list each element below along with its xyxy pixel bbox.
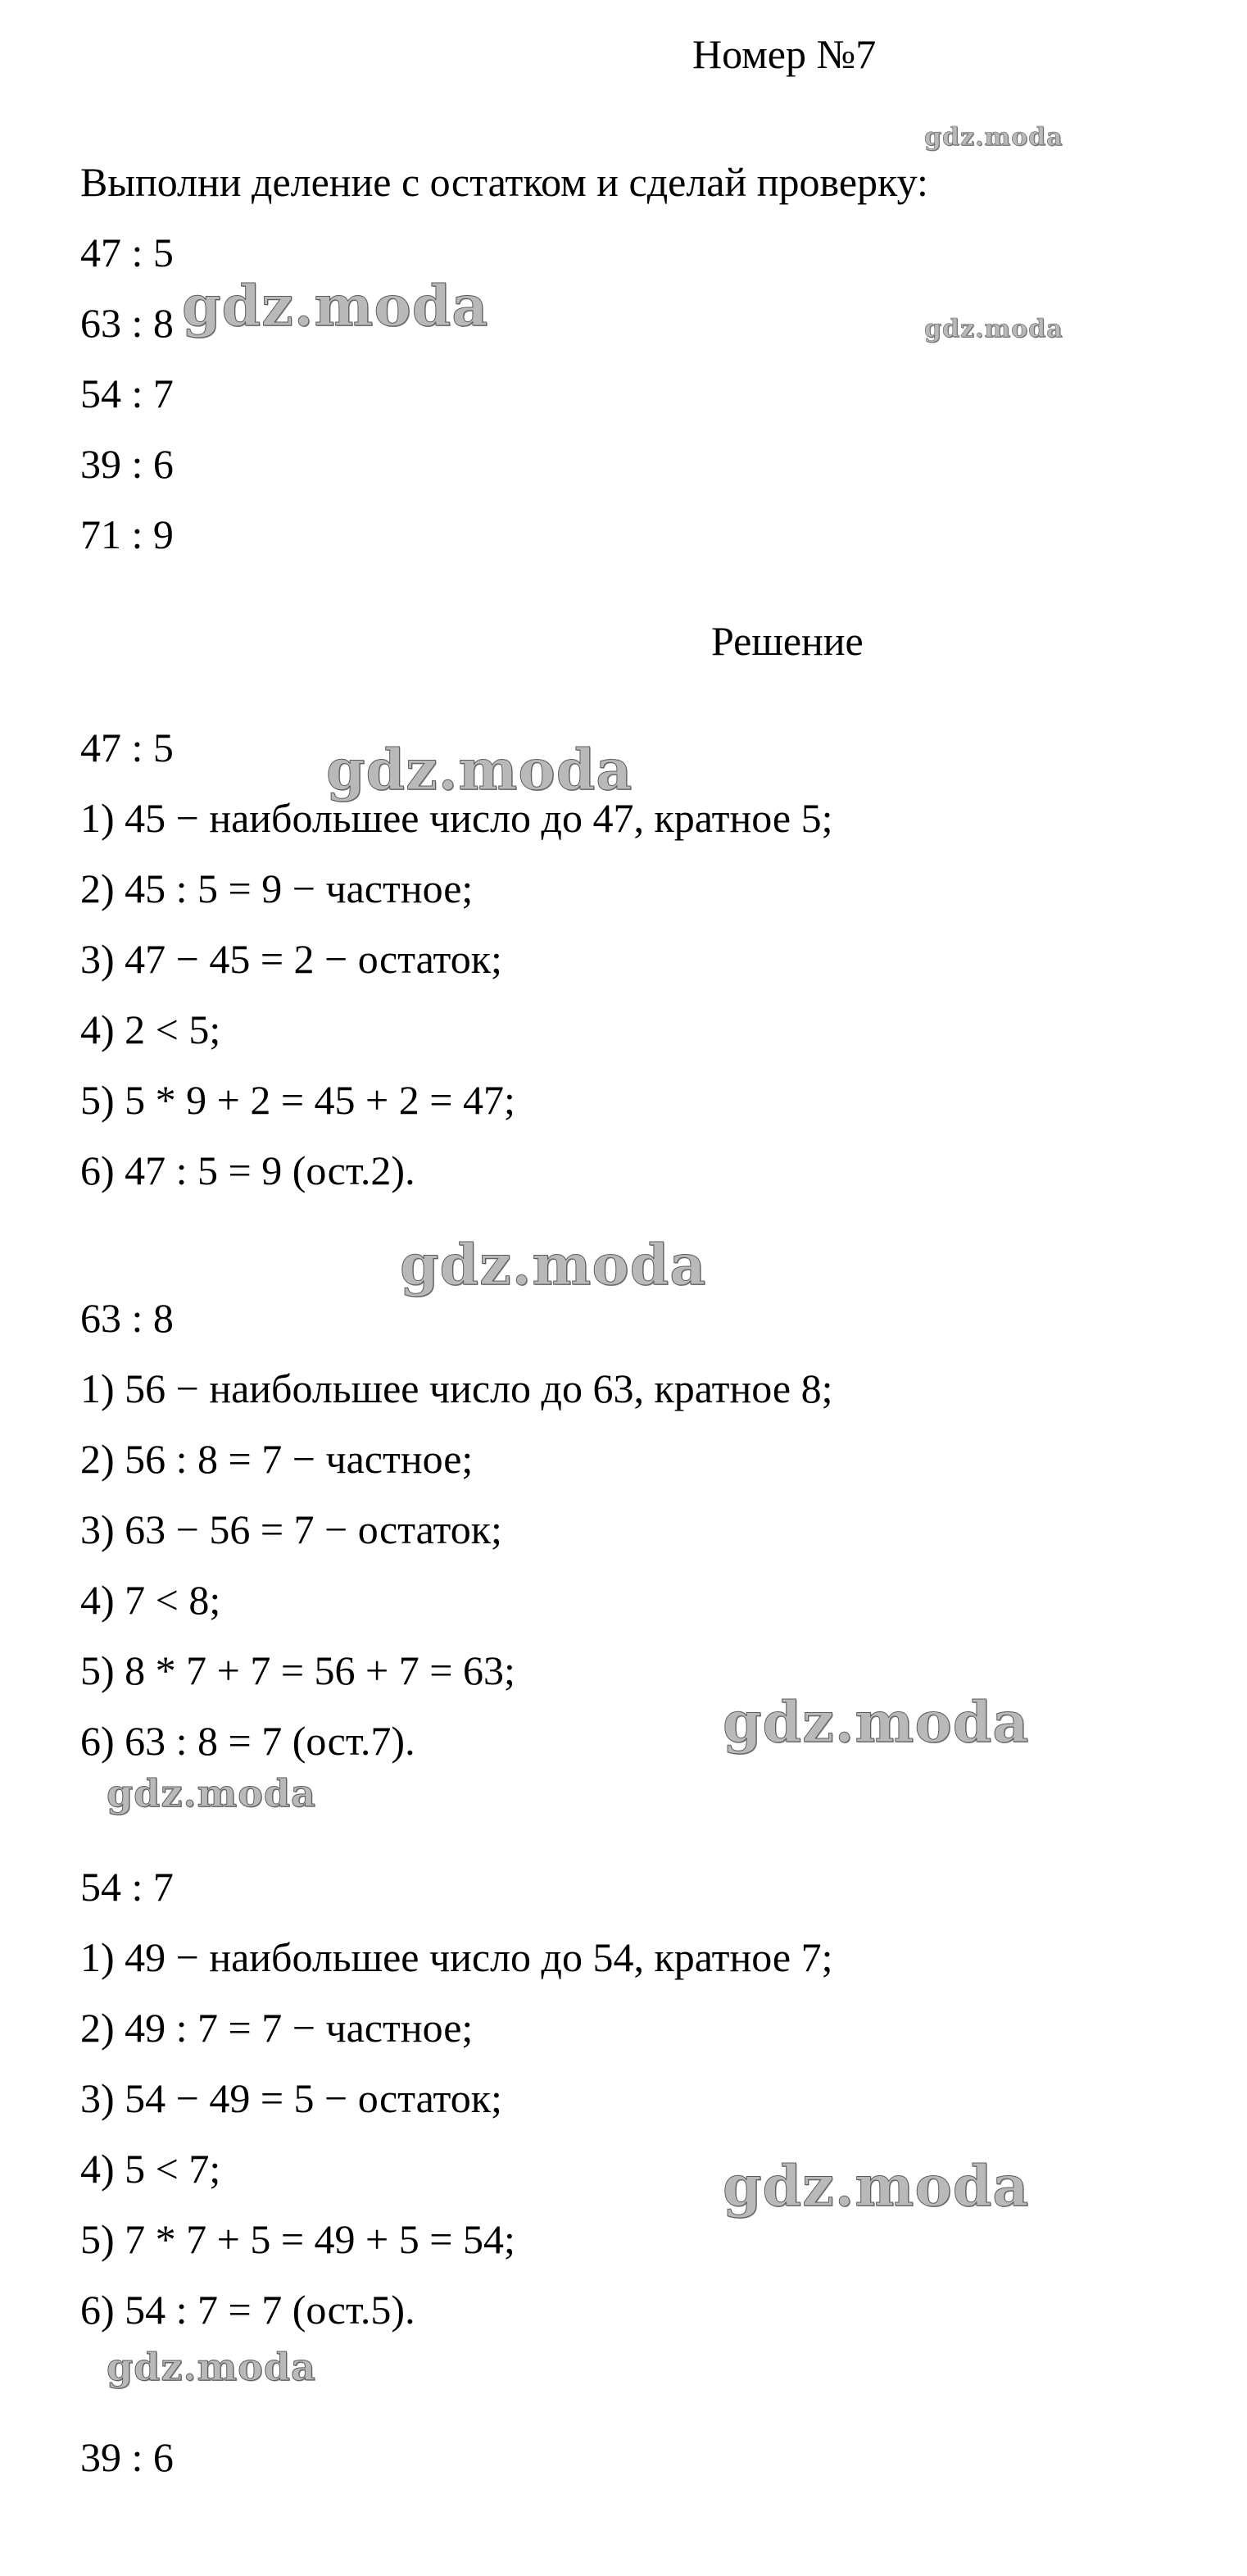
solution-step: 1) 49 − наибольшее число до 54, кратное 7; (80, 1934, 833, 1980)
task-text: Выполни деление с остатком и сделай проверку: (80, 159, 928, 205)
solution-step: 1) 56 − наибольшее число до 63, кратное 8; (80, 1365, 833, 1411)
solution-step: 2) 56 : 8 = 7 − частное; (80, 1436, 474, 1482)
watermark: gdz.moda (723, 1690, 1030, 1756)
solution-step: 3) 54 − 49 = 5 − остаток; (80, 2075, 502, 2121)
solution-problem: 54 : 7 (80, 1864, 174, 1910)
example-item: 54 : 7 (80, 370, 174, 416)
watermark: gdz.moda (326, 738, 633, 803)
watermark: gdz.moda (107, 2345, 316, 2389)
watermark: gdz.moda (723, 2154, 1030, 2219)
solution-step: 6) 63 : 8 = 7 (ост.7). (80, 1718, 415, 1764)
example-item: 71 : 9 (80, 511, 174, 557)
solution-problem: 63 : 8 (80, 1295, 174, 1341)
solution-step: 2) 49 : 7 = 7 − частное; (80, 2005, 474, 2051)
solution-problem: 47 : 5 (80, 725, 174, 770)
solution-problem: 39 : 6 (80, 2434, 174, 2480)
example-item: 47 : 5 (80, 229, 174, 275)
watermark: gdz.moda (107, 1771, 316, 1815)
solution-title: Решение (711, 618, 864, 664)
solution-step: 5) 8 * 7 + 7 = 56 + 7 = 63; (80, 1647, 515, 1693)
solution-step: 3) 63 − 56 = 7 − остаток; (80, 1506, 502, 1552)
solution-step: 4) 7 < 8; (80, 1577, 221, 1623)
solution-step: 5) 5 * 9 + 2 = 45 + 2 = 47; (80, 1077, 515, 1123)
solution-step: 6) 54 : 7 = 7 (ост.5). (80, 2287, 415, 2333)
watermark: gdz.moda (182, 274, 489, 339)
example-item: 63 : 8 (80, 300, 174, 346)
page-title: Номер №7 (692, 31, 877, 77)
solution-step: 4) 5 < 7; (80, 2146, 221, 2192)
watermark: gdz.moda (924, 315, 1063, 343)
solution-step: 6) 47 : 5 = 9 (ост.2). (80, 1147, 415, 1193)
solution-step: 4) 2 < 5; (80, 1006, 221, 1052)
example-item: 39 : 6 (80, 441, 174, 487)
watermark: gdz.moda (924, 123, 1063, 152)
solution-step: 2) 45 : 5 = 9 − частное; (80, 865, 474, 911)
solution-step: 3) 47 − 45 = 2 − остаток; (80, 936, 502, 982)
solution-step: 1) 45 − наибольшее число до 47, кратное 5; (80, 795, 833, 841)
watermark: gdz.moda (400, 1233, 707, 1298)
solution-step: 5) 7 * 7 + 5 = 49 + 5 = 54; (80, 2216, 515, 2262)
